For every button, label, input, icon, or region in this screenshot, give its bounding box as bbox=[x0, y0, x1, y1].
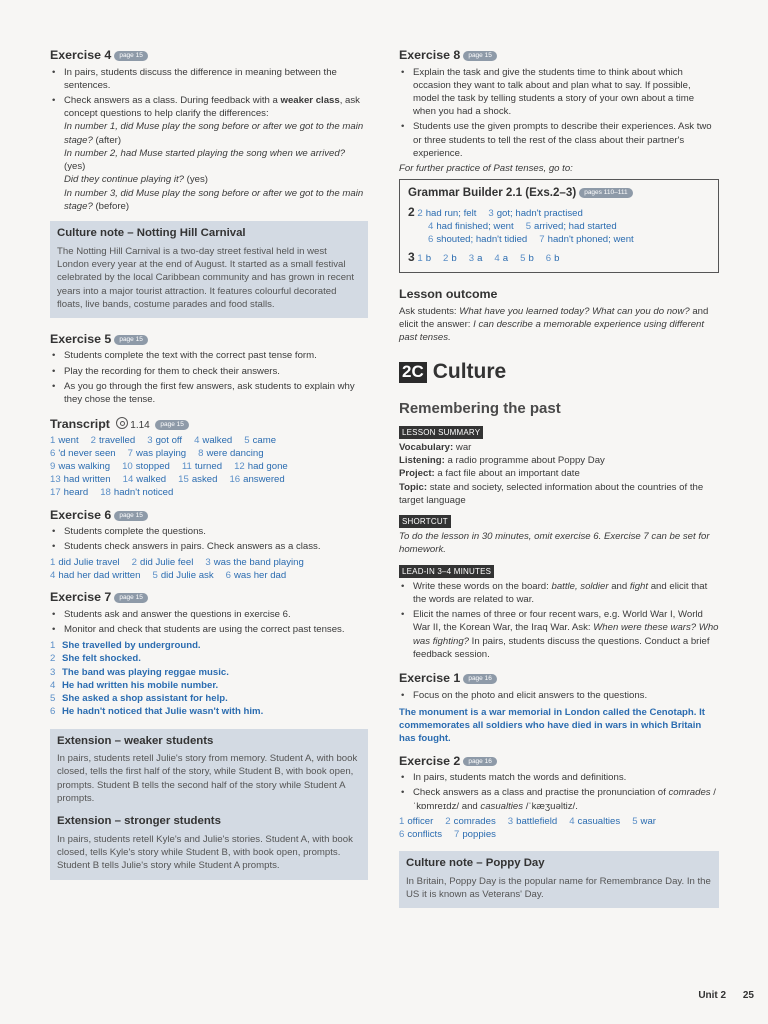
list-item: • Students ask and answer the questions in exercise 6. bbox=[64, 608, 368, 621]
answer-item: 7 hadn't phoned; went bbox=[539, 234, 634, 246]
exercise-1-list bbox=[399, 689, 719, 702]
answer-item: 11 turned bbox=[181, 461, 223, 472]
list-item: 2 She felt shocked. bbox=[50, 653, 141, 665]
page-badge: page 15 bbox=[463, 51, 497, 61]
answer-item: 1 officer bbox=[399, 815, 434, 827]
answer-item: 15 asked bbox=[178, 474, 218, 486]
answer-item: 4 had her dad written bbox=[50, 569, 141, 581]
page-badge: page 15 bbox=[114, 593, 148, 603]
answer-item: 1 did Julie travel bbox=[50, 556, 120, 568]
list-item: • Write these words on the board: battle, soldier and fight and elicit that the words are related to war. bbox=[413, 580, 719, 606]
exercise-1-answer: The monument is a war memorial in London called the Cenotaph. It commemorates all soldiers who have died in wars in which Britain has fought. bbox=[399, 706, 705, 745]
page-badge: page 16 bbox=[463, 674, 497, 684]
lesson-outcome-text: Ask students: What have you learned today? What can you do now? and elicit the answer: I can describe a memorable experience using different past tenses. bbox=[399, 305, 709, 344]
shortcut-tag: SHORTCUT bbox=[399, 515, 451, 528]
list-item: 1 She travelled by underground. bbox=[50, 640, 201, 652]
answer-item: 6 b bbox=[545, 253, 560, 265]
answer-item: 6 conflicts bbox=[399, 828, 442, 840]
answer-item: 2 had run; felt bbox=[417, 208, 477, 220]
exercise-2-heading: Exercise 2 page 16 bbox=[399, 754, 719, 770]
footer-page-number: 25 bbox=[742, 990, 754, 1001]
answer-item: 6 shouted; hadn't tidied bbox=[428, 234, 528, 246]
extension-weaker-students bbox=[50, 729, 368, 880]
answer-item: 7 was playing bbox=[127, 447, 187, 459]
exercise-4-list bbox=[50, 66, 368, 214]
page-footer bbox=[684, 989, 754, 1003]
answer-item: 12 had gone bbox=[234, 461, 288, 472]
unit-badge: 2C bbox=[399, 362, 427, 383]
answer-item: 5 came bbox=[244, 434, 277, 446]
lesson-subtitle: Remembering the past bbox=[399, 400, 561, 418]
list-item: 4 He had written his mobile number. bbox=[50, 679, 219, 691]
answer-item: 1 b bbox=[417, 253, 432, 265]
answer-item: 7 poppies bbox=[454, 828, 496, 840]
answer-item: 3 got; hadn't practised bbox=[488, 208, 583, 220]
list-item: • Check answers as a class and practise the pronunciation of comrades /ˈkɒmreɪdz/ and casualties /ˈkæʒuəltiz/. bbox=[413, 786, 719, 812]
culture-note-notting-hill bbox=[50, 221, 368, 318]
list-item: • In pairs, students discuss the difference in meaning between the sentences. bbox=[64, 66, 368, 92]
page-badge: pages 110–111 bbox=[579, 188, 632, 198]
answer-item: 2 comrades bbox=[445, 815, 496, 827]
exercise-7-answers bbox=[50, 639, 368, 718]
page-badge: page 15 bbox=[114, 511, 148, 521]
answer-item: 5 did Julie ask bbox=[152, 569, 214, 581]
list-item: • Check answers as a class. During feedback with a weaker class, ask concept questions to help clarify the differences: In number 1, did Muse play the song before or after we got to the main stage? (after) In number 2, had Muse started playing the song when we arrived? (yes) Did they continue playing it? (yes) In number 3, did Muse play the song before or after we got to the main stage? (before) bbox=[64, 94, 368, 213]
list-item: • Elicit the names of three or four recent wars, e.g. World War I, World War II, the Korean War, the Iraq War. Ask: When were these wars? Who was fighting? In pairs, students discuss the questions. Conduct a brief feedback session. bbox=[413, 608, 719, 661]
list-item: 6 He hadn't noticed that Julie wasn't with him. bbox=[50, 706, 264, 718]
answer-item: 3 a bbox=[468, 253, 483, 265]
further-practice-note: For further practice of Past tenses, go to: bbox=[399, 163, 573, 175]
answer-item: 9 was walking bbox=[50, 461, 111, 472]
exercise-8-heading: Exercise 8 page 15 bbox=[399, 48, 719, 64]
page-badge: page 16 bbox=[463, 757, 497, 767]
exercise-6-list bbox=[50, 525, 368, 553]
list-item: • Monitor and check that students are using the correct past tenses. bbox=[64, 623, 368, 636]
extension-stronger-text: In pairs, students retell Kyle's and Julie's stories. Student A, with book closed, tells Kyle's story while Student B, with book open, prompts. Student B tells Julie's story while Student A prompts. bbox=[57, 833, 353, 872]
cd-icon bbox=[116, 417, 128, 429]
answer-item: 4 had finished; went bbox=[428, 221, 514, 233]
lesson-summary: Vocabulary: war Listening: a radio programme about Poppy Day Project: a fact file about an important date Topic: state and society, selected information about the countries of the target language bbox=[399, 442, 704, 506]
list-item: • In pairs, students match the words and definitions. bbox=[413, 771, 719, 784]
exercise-6-heading: Exercise 6 page 15 bbox=[50, 508, 368, 524]
list-item: • Explain the task and give the students time to think about which occasion they want to talk about and plan what to say. If possible, model the task by telling students a story of your own about a time when you had a shock. bbox=[413, 66, 719, 119]
lesson-outcome-heading: Lesson outcome bbox=[399, 287, 498, 302]
grammar-builder-answers: 2 2 had run; felt 3 got; hadn't practised 4 had finished; went 5 arrived; had started 6 shouted; hadn't tidied 7 hadn't phoned; went 3 1 b 2 b 3 a 4 a 5 b 6 b bbox=[408, 204, 710, 266]
exercise-2-list bbox=[399, 771, 719, 813]
list-item: • Students complete the text with the correct past tense form. bbox=[64, 349, 368, 362]
answer-item: 18 hadn't noticed bbox=[100, 487, 174, 499]
list-item: • Focus on the photo and elicit answers to the questions. bbox=[413, 689, 719, 702]
answer-item: 5 b bbox=[520, 253, 534, 265]
extension-weaker-title: Extension – weaker students bbox=[57, 734, 214, 747]
exercise-6-answers bbox=[50, 556, 360, 582]
culture-note-title: Culture note – Notting Hill Carnival bbox=[57, 227, 246, 240]
answer-item: 2 b bbox=[443, 253, 457, 265]
shortcut-text: To do the lesson in 30 minutes, omit exercise 6. Exercise 7 can be set for homework. bbox=[399, 531, 710, 556]
exercise-2-answers bbox=[399, 815, 709, 841]
page-badge: page 15 bbox=[114, 51, 148, 61]
exercise-1-heading: Exercise 1 page 16 bbox=[399, 671, 719, 687]
transcript-answers bbox=[50, 434, 342, 500]
list-item: • Students complete the questions. bbox=[64, 525, 368, 538]
answer-item: 4 casualties bbox=[569, 815, 621, 827]
answer-item: 13 had written bbox=[50, 474, 111, 486]
answer-item: 5 war bbox=[632, 815, 657, 827]
unit-title bbox=[399, 358, 719, 387]
right-column bbox=[399, 48, 719, 908]
answer-item: 14 walked bbox=[122, 474, 167, 486]
exercise-8-list bbox=[399, 66, 719, 161]
transcript-heading: Transcript 1.14 page 15 bbox=[50, 416, 368, 433]
answer-item: 2 travelled bbox=[90, 434, 136, 446]
page-badge: page 15 bbox=[155, 420, 189, 430]
answer-item: 16 answered bbox=[229, 474, 285, 486]
culture-note-poppy-day bbox=[399, 851, 719, 908]
answer-item: 6 was her dad bbox=[225, 569, 287, 581]
exercise-7-list bbox=[50, 608, 368, 636]
lead-in-tag: LEAD-IN 3–4 MINUTES bbox=[399, 565, 494, 578]
answer-item: 5 arrived; had started bbox=[525, 221, 617, 233]
list-item: 5 She asked a shop assistant for help. bbox=[50, 693, 228, 705]
culture-note-text: The Notting Hill Carnival is a two-day street festival held in west London every year at the end of August. It started as a small festival celebrated by the local Caribbean community and has grown in recent years into a major tourist attraction. It features colourful decorated floats, live bands, costume parades and food stalls. bbox=[57, 245, 355, 310]
poppy-note-title: Culture note – Poppy Day bbox=[406, 857, 545, 870]
exercise-5-list bbox=[50, 349, 368, 406]
answer-item: 4 a bbox=[494, 253, 509, 265]
answer-item: 4 walked bbox=[194, 434, 233, 446]
extension-weaker-text: In pairs, students retell Julie's story from memory. Student A, with book closed, tells the first half of the story, while Student B, with book open, prompts. Student B tells the second half of the story while Student A prompts. bbox=[57, 753, 358, 804]
footer-unit: Unit 2 bbox=[698, 990, 727, 1001]
answer-item: 1 went bbox=[50, 434, 79, 446]
answer-item: 17 heard bbox=[50, 487, 89, 499]
exercise-7-heading: Exercise 7 page 15 bbox=[50, 590, 368, 606]
page-badge: page 15 bbox=[114, 335, 148, 345]
lead-in-list bbox=[399, 580, 719, 661]
exercise-5-heading: Exercise 5 page 15 bbox=[50, 332, 368, 348]
answer-item: 3 was the band playing bbox=[205, 556, 304, 568]
lesson-summary-tag: LESSON SUMMARY bbox=[399, 426, 483, 439]
answer-item: 8 were dancing bbox=[198, 447, 264, 459]
grammar-builder-box bbox=[399, 179, 719, 273]
list-item: • As you go through the first few answers, ask students to explain why they chose the tense. bbox=[64, 380, 368, 406]
left-column bbox=[50, 48, 368, 880]
list-item: • Play the recording for them to check their answers. bbox=[64, 365, 368, 378]
answer-item: 6 'd never seen bbox=[50, 447, 116, 459]
answer-item: 2 did Julie feel bbox=[131, 556, 194, 568]
poppy-note-text: In Britain, Poppy Day is the popular name for Remembrance Day. In the US it is known as Veterans' Day. bbox=[406, 875, 711, 901]
answer-item: 10 stopped bbox=[122, 461, 170, 472]
list-item: • Students use the given prompts to describe their experiences. Ask two or three students to tell the rest of the class about their partner's experience. bbox=[413, 120, 719, 160]
answer-item: 3 got off bbox=[147, 434, 183, 446]
answer-item: 3 battlefield bbox=[507, 815, 558, 827]
extension-stronger-title: Extension – stronger students bbox=[57, 815, 221, 828]
list-item: 3 The band was playing reggae music. bbox=[50, 666, 229, 678]
unit-name: Culture bbox=[432, 360, 507, 384]
list-item: • Students check answers in pairs. Check answers as a class. bbox=[64, 540, 368, 553]
exercise-4-heading: Exercise 4 page 15 bbox=[50, 48, 368, 64]
grammar-builder-title: Grammar Builder 2.1 (Exs.2–3) pages 110–111 bbox=[408, 185, 710, 201]
